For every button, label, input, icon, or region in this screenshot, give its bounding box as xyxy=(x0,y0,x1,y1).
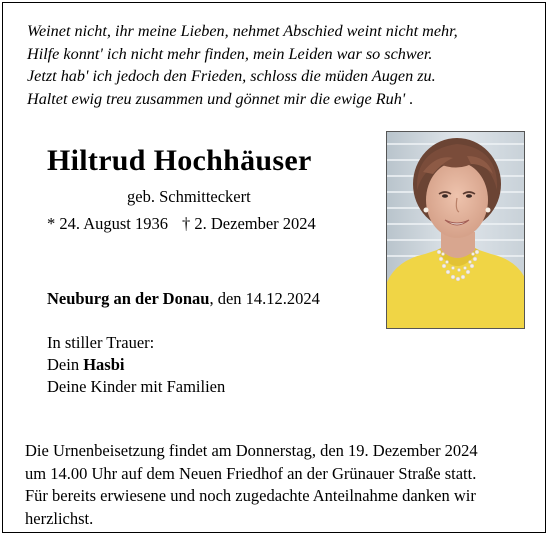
poem xyxy=(27,20,527,110)
portrait-photo xyxy=(386,131,525,329)
mourners-family: Deine Kinder mit Familien xyxy=(47,377,226,396)
funeral-line: um 14.00 Uhr auf dem Neuen Friedhof an der Grünauer Straße statt. xyxy=(25,463,477,483)
poem-line: Jetzt hab' ich jedoch den Frieden, schloss die müden Augen zu. xyxy=(27,67,436,85)
poem-line: Haltet ewig treu zusammen und gönnet mir die ewige Ruh' . xyxy=(27,89,414,108)
deceased-name: Hiltrud Hochhäuser xyxy=(47,144,312,177)
mourners-partner-line xyxy=(47,354,225,376)
funeral-info xyxy=(25,440,530,530)
date: , den 14.12.2024 xyxy=(209,289,320,308)
poem-line: Hilfe konnt' ich nicht mehr finden, mein Leiden war so schwer. xyxy=(27,44,433,63)
mourners xyxy=(47,332,225,398)
funeral-line: Die Urnenbeisetzung findet am Donnerstag, den 19. Dezember 2024 xyxy=(25,441,478,460)
partner-name: Hasbi xyxy=(83,355,125,374)
mourners-intro: In stiller Trauer: xyxy=(47,333,155,352)
life-dates xyxy=(47,214,316,234)
place-and-date xyxy=(47,289,320,309)
poem-line: Weinet nicht, ihr meine Lieben, nehmet Abschied weint nicht mehr, xyxy=(27,22,458,40)
funeral-line: herzlichst. xyxy=(25,508,94,528)
obituary-notice xyxy=(2,2,546,533)
death-date: † 2. Dezember 2024 xyxy=(182,214,316,233)
dein-label: Dein xyxy=(47,355,84,374)
funeral-line: Für bereits erwiesene und noch zugedachte Anteilnahme danken wir xyxy=(25,486,476,505)
birth-date: * 24. August 1936 xyxy=(47,214,169,233)
place: Neuburg an der Donau xyxy=(47,289,210,308)
birth-name: geb. Schmitteckert xyxy=(127,187,251,206)
